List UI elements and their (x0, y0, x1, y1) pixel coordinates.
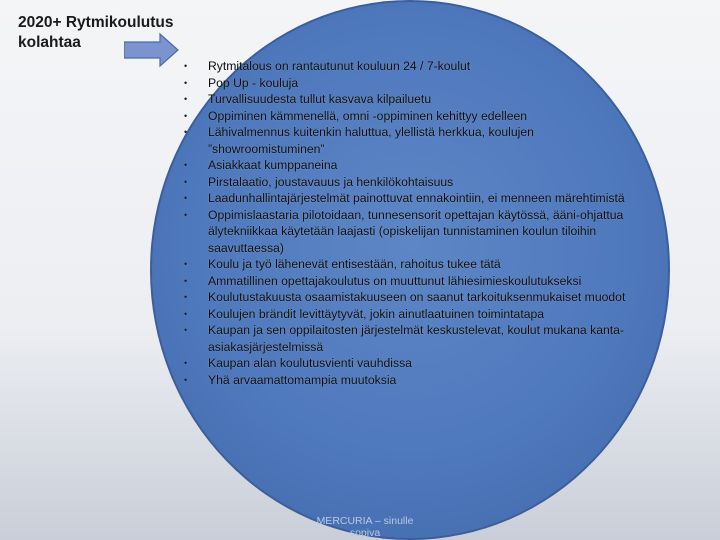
list-item: • Pirstalaatio, joustavauus ja henkilökohtaisuus (184, 174, 454, 189)
right-arrow-icon (124, 32, 180, 68)
bullet-icon: • (184, 292, 188, 302)
bullet-icon: • (184, 259, 188, 269)
bullet-icon: • (184, 110, 188, 121)
bullet-icon: • (184, 77, 188, 88)
bullet-icon: • (184, 176, 188, 187)
list-item: • Kaupan ja sen oppilaitosten järjestelmät keskustelevat, koulut mukana kanta-asiakasjärjestelmissä (184, 323, 624, 354)
bullet-icon: • (184, 275, 188, 286)
bullet-icon: • (184, 127, 188, 137)
list-item: • Koulujen brändit levittäytyvät, jokin ainutlaatuinen toimintatapa (184, 306, 545, 321)
list-item: • Koulutustakuusta osaamistakuuseen on saanut tarkoituksenmukaiset muodot (184, 290, 626, 304)
list-item: • Asiakkaat kumppaneina (184, 158, 338, 172)
list-item: • Laadunhallintajärjestelmät painottuvat ennakointiin, ei menneen märehtimistä (184, 191, 625, 205)
list-item: • Kaupan alan koulutusvienti vauhdissa (184, 356, 412, 370)
bullet-icon: • (184, 193, 188, 203)
bullet-icon: • (184, 374, 188, 385)
list-item: • Oppimislaastaria pilotoidaan, tunnesensorit opettajan käytössä, ääni-ohjattua älytekniikkaa käytetään laajasti (opiskelijan tunnistaminen koulun tiloihin saavuttaessa) (184, 207, 624, 255)
list-item: • Turvallisuudesta tullut kasvava kilpailuetu (184, 92, 432, 106)
bullet-icon: • (184, 358, 188, 368)
bullet-icon: • (184, 308, 188, 319)
list-item: • Ammatillinen opettajakoulutus on muuttunut lähiesimieskoulutukseksi (184, 273, 582, 288)
footer-text: MERCURIA – sinulle sopiva (316, 515, 414, 539)
bullet-icon: • (184, 160, 188, 170)
bullet-icon: • (184, 94, 188, 104)
bullet-icon: • (184, 209, 188, 220)
list-item: • Koulu ja työ lähenevät entisestään, rahoitus tukee tätä (184, 257, 501, 271)
list-item: • Rytmitalous on rantautunut kouluun 24 / 7-koulut (184, 59, 471, 73)
bullet-list (184, 58, 634, 388)
list-item: • Pop Up - kouluja (184, 75, 299, 90)
bullet-icon: • (184, 325, 188, 335)
list-item: • Yhä arvaamattomampia muutoksia (184, 372, 397, 387)
bullet-icon: • (184, 61, 188, 71)
list-item: • Lähivalmennus kuitenkin haluttua, ylellistä herkkua, koulujen ”showroomistuminen” (184, 125, 534, 156)
list-item: • Oppiminen kämmenellä, omni -oppiminen kehittyy edelleen (184, 108, 528, 123)
slide-title: 2020+ Rytmikoulutus kolahtaa (18, 14, 174, 51)
